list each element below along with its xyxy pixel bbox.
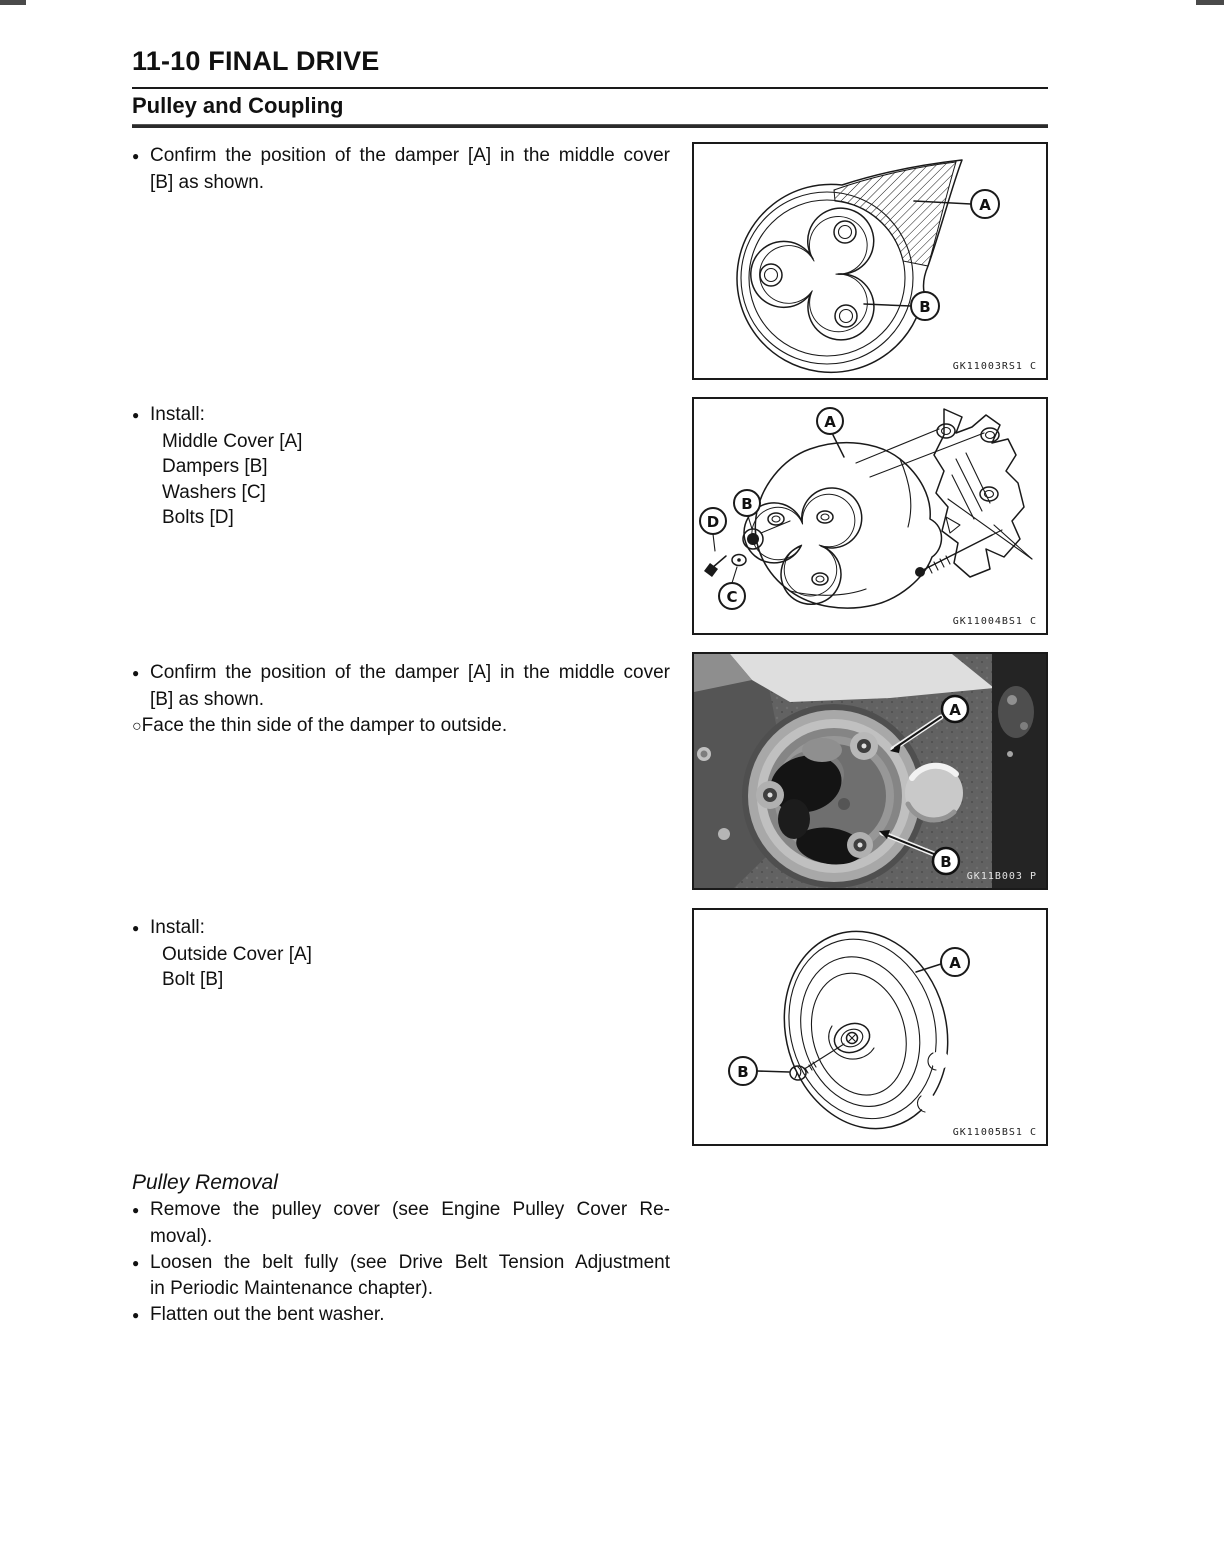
bolt-leader <box>806 1044 844 1068</box>
damper-hatched-region <box>834 162 956 266</box>
step-text: [B] as shown. <box>150 688 265 710</box>
bullet-marker: ● <box>132 1203 140 1217</box>
svg-text:B: B <box>741 495 753 513</box>
chapter-header: 11-10 FINAL DRIVE <box>132 46 380 76</box>
figure-code: GK11004BS1 C <box>952 616 1037 627</box>
bullet-marker: ● <box>132 921 140 935</box>
step-text: in Periodic Maintenance chapter). <box>150 1278 434 1300</box>
svg-text:C: C <box>726 588 738 606</box>
install-item: Middle Cover [A] <box>162 430 303 452</box>
figure-photo-damper-position <box>692 652 1048 890</box>
center-hub <box>829 1019 874 1059</box>
leader-a <box>833 435 844 457</box>
step-text: [B] as shown. <box>150 171 265 193</box>
line-art-middle-cover <box>694 144 1046 378</box>
svg-text:A: A <box>979 196 991 214</box>
label-b <box>729 1057 757 1085</box>
subsection-title: Pulley Removal <box>132 1171 278 1194</box>
label-d <box>700 508 726 534</box>
step-text: Confirm the position of the damper [A] in the middle cover <box>150 662 670 683</box>
scan-artifact-right <box>1196 0 1224 5</box>
figure-code: GK11003RS1 C <box>952 361 1037 372</box>
label-a <box>942 696 968 722</box>
svg-text:B: B <box>737 1063 749 1081</box>
section-rule <box>132 124 1048 128</box>
section-title: Pulley and Coupling <box>132 93 344 118</box>
svg-text:A: A <box>824 413 836 431</box>
line-art-exploded-view <box>694 399 1046 633</box>
install-item: Washers [C] <box>162 481 266 503</box>
step-text: Flatten out the bent washer. <box>150 1304 385 1326</box>
label-b <box>734 490 760 516</box>
label-a <box>941 948 969 976</box>
step-lead: Install: <box>150 917 205 938</box>
small-bolt-part <box>704 534 726 577</box>
figure-code: GK11005BS1 C <box>952 1127 1037 1138</box>
substep-text: Face the thin side of the damper to outside. <box>141 714 508 736</box>
leader-a <box>916 964 941 972</box>
middle-cover <box>755 443 941 608</box>
label-a <box>817 408 843 434</box>
label-c <box>719 583 745 609</box>
step-confirm-damper-1 <box>132 143 670 196</box>
step-confirm-damper-2 <box>132 660 670 739</box>
step-text: moval). <box>150 1225 213 1247</box>
photo-damper-in-cover <box>694 654 1046 888</box>
label-b <box>911 292 939 320</box>
install-item: Dampers [B] <box>162 456 268 478</box>
bullet-marker: ● <box>132 666 140 680</box>
scan-artifact-left <box>0 0 26 5</box>
svg-text:B: B <box>940 853 952 871</box>
leader-b <box>757 1071 789 1072</box>
svg-text:A: A <box>949 701 961 719</box>
label-b <box>933 848 959 874</box>
svg-text:B: B <box>919 298 931 316</box>
figure-middle-cover-damper <box>692 142 1048 380</box>
install-item: Bolts [D] <box>162 507 234 529</box>
step-text: Loosen the belt fully (see Drive Belt Tension Adjustment <box>150 1251 670 1273</box>
figure-middle-cover-exploded <box>692 397 1048 635</box>
step-lead: Install: <box>150 404 205 425</box>
pulley-removal-steps <box>132 1197 670 1329</box>
svg-text:D: D <box>706 513 720 531</box>
leader-b <box>864 304 911 306</box>
step-install-middle-cover <box>132 402 670 530</box>
step-text: Remove the pulley cover (see Engine Pulley Cover Re- <box>150 1199 670 1220</box>
install-item: Bolt [B] <box>162 969 224 991</box>
svg-text:A: A <box>949 954 961 972</box>
shiny-boss <box>905 764 963 822</box>
label-a <box>971 190 999 218</box>
step-install-outside-cover <box>132 915 670 993</box>
substep-marker: ○ <box>132 717 142 735</box>
bullet-marker: ● <box>132 1255 140 1270</box>
figure-outside-cover <box>692 908 1048 1146</box>
figure-code: GK11B003 P <box>966 871 1037 882</box>
washer-part <box>732 555 746 584</box>
header-rule <box>132 87 1048 89</box>
install-item: Outside Cover [A] <box>162 943 312 965</box>
line-art-outside-cover <box>694 910 1046 1144</box>
bullet-marker: ● <box>132 1308 140 1323</box>
bullet-marker: ● <box>132 149 140 163</box>
bullet-marker: ● <box>132 408 140 422</box>
step-text: Confirm the position of the damper [A] in the middle cover <box>150 145 670 166</box>
